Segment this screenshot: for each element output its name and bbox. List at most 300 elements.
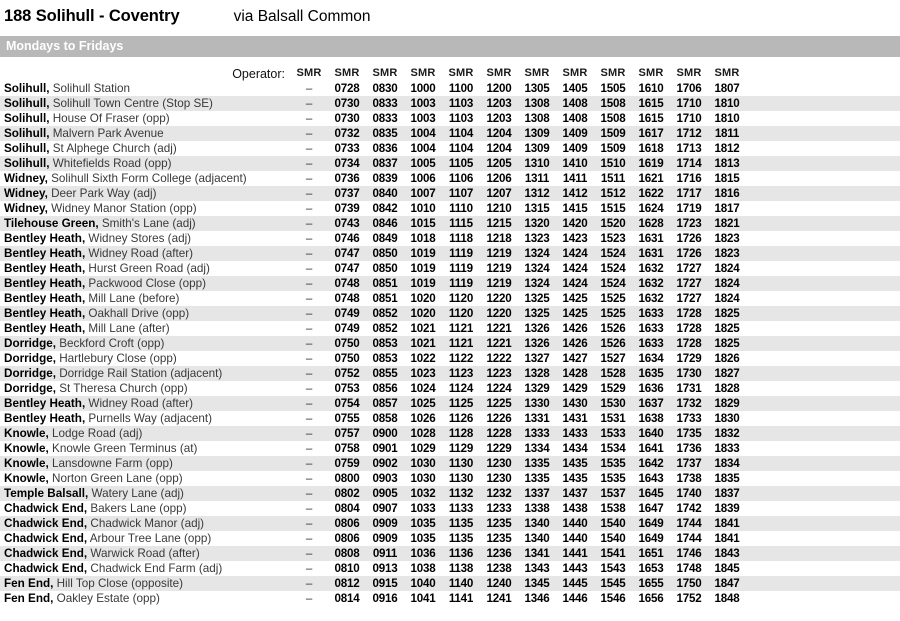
departure-time-cell: 1105 <box>448 157 474 170</box>
departure-time-cell: 1232 <box>486 487 512 500</box>
stop-name-cell <box>0 126 290 141</box>
departure-time-cell: 1136 <box>448 547 474 560</box>
departure-time-cell: 1324 <box>524 277 550 290</box>
stop-locality: Dorridge, <box>4 352 56 365</box>
departure-time-cell: 1323 <box>524 232 550 245</box>
no-service-cell: – <box>305 547 313 560</box>
departure-time-cell: 1615 <box>638 97 664 110</box>
departure-time-cell: 0907 <box>372 502 398 515</box>
departure-time-cell: 1424 <box>562 247 588 260</box>
departure-time-cell: 0846 <box>372 217 398 230</box>
departure-time-cell: 0812 <box>334 577 360 590</box>
departure-time-cell: 1525 <box>600 292 626 305</box>
departure-time-cell: 1309 <box>524 142 550 155</box>
row-spacer <box>746 531 900 546</box>
stop-name-cell <box>0 261 290 276</box>
no-service-cell: – <box>305 472 313 485</box>
departure-time-cell: 1524 <box>600 247 626 260</box>
stop-name-cell <box>0 111 290 126</box>
table-row <box>0 81 900 96</box>
departure-time-cell: 1540 <box>600 517 626 530</box>
departure-time-cell: 1408 <box>562 97 588 110</box>
departure-time-cell: 1628 <box>638 217 664 230</box>
departure-time-cell: 1320 <box>524 217 550 230</box>
timetable <box>0 57 900 606</box>
stop-place: Mill Lane (before) <box>85 292 180 305</box>
stop-locality: Solihull, <box>4 82 50 95</box>
stop-place: Smith's Lane (adj) <box>98 217 196 230</box>
departure-time-cell: 1632 <box>638 292 664 305</box>
departure-time-cell: 0748 <box>334 277 360 290</box>
departure-time-cell: 1035 <box>410 517 436 530</box>
table-row <box>0 231 900 246</box>
departure-time-cell: 0728 <box>334 82 360 95</box>
departure-time-cell: 0855 <box>372 367 398 380</box>
departure-time-cell: 1425 <box>562 307 588 320</box>
departure-time-cell: 1010 <box>410 202 436 215</box>
departure-time-cell: 1742 <box>676 502 702 515</box>
no-service-cell: – <box>305 112 313 125</box>
departure-time-cell: 1343 <box>524 562 550 575</box>
departure-time-cell: 1133 <box>448 502 474 515</box>
stop-place: Hill Top Close (opposite) <box>53 577 184 590</box>
stop-name-cell <box>0 381 290 396</box>
departure-time-cell: 0747 <box>334 262 360 275</box>
departure-time-cell: 0814 <box>334 592 360 605</box>
table-row <box>0 411 900 426</box>
departure-time-cell: 1119 <box>449 247 473 260</box>
departure-time-cell: 1638 <box>638 412 664 425</box>
departure-time-cell: 1425 <box>562 292 588 305</box>
departure-time-cell: 1337 <box>524 487 550 500</box>
departure-time-cell: 1135 <box>448 517 474 530</box>
departure-time-cell: 0749 <box>334 322 360 335</box>
stop-locality: Dorridge, <box>4 337 56 350</box>
no-service-cell: – <box>305 142 313 155</box>
departure-time-cell: 1813 <box>714 157 740 170</box>
table-row <box>0 441 900 456</box>
stop-name-cell <box>0 321 290 336</box>
departure-time-cell: 1508 <box>600 97 626 110</box>
departure-time-cell: 1535 <box>600 472 626 485</box>
departure-time-cell: 1634 <box>638 352 664 365</box>
route-title: 188 Solihull - Coventry <box>4 7 180 25</box>
stop-place: Chadwick End Farm (adj) <box>87 562 223 575</box>
stop-place: Purnells Way (adjacent) <box>85 412 213 425</box>
departure-time-cell: 1642 <box>638 457 664 470</box>
departure-time-cell: 0833 <box>372 112 398 125</box>
departure-time-cell: 1824 <box>714 292 740 305</box>
row-spacer <box>746 186 900 201</box>
departure-time-cell: 1003 <box>410 97 436 110</box>
operator-code-3: SMR <box>372 67 398 79</box>
departure-time-cell: 1441 <box>562 547 588 560</box>
stop-place: Oakley Estate (opp) <box>53 592 160 605</box>
stop-locality: Solihull, <box>4 157 50 170</box>
departure-time-cell: 1200 <box>486 82 512 95</box>
no-service-cell: – <box>305 82 313 95</box>
departure-time-cell: 1330 <box>524 397 550 410</box>
departure-time-cell: 1643 <box>638 472 664 485</box>
row-spacer <box>746 471 900 486</box>
no-service-cell: – <box>305 247 313 260</box>
stop-locality: Chadwick End, <box>4 547 88 560</box>
stop-place: Solihull Town Centre (Stop SE) <box>49 97 213 110</box>
departure-time-cell: 0833 <box>372 97 398 110</box>
departure-time-cell: 1029 <box>410 442 436 455</box>
departure-time-cell: 1005 <box>410 157 436 170</box>
row-spacer <box>746 306 900 321</box>
table-row <box>0 126 900 141</box>
table-row <box>0 156 900 171</box>
departure-time-cell: 1221 <box>486 337 512 350</box>
departure-time-cell: 1326 <box>524 337 550 350</box>
departure-time-cell: 1204 <box>486 127 512 140</box>
departure-time-cell: 1022 <box>410 352 436 365</box>
row-spacer <box>746 426 900 441</box>
departure-time-cell: 1004 <box>410 127 436 140</box>
departure-time-cell: 0849 <box>372 232 398 245</box>
departure-time-cell: 1018 <box>410 232 436 245</box>
stop-locality: Dorridge, <box>4 367 56 380</box>
departure-time-cell: 1533 <box>600 427 626 440</box>
departure-time-cell: 1038 <box>410 562 436 575</box>
departure-time-cell: 1327 <box>524 352 550 365</box>
stop-locality: Knowle, <box>4 457 49 470</box>
departure-time-cell: 0806 <box>334 517 360 530</box>
departure-time-cell: 1655 <box>638 577 664 590</box>
stop-name-cell <box>0 156 290 171</box>
stop-place: Deer Park Way (adj) <box>47 187 157 200</box>
departure-time-cell: 1423 <box>562 232 588 245</box>
departure-time-cell: 1040 <box>410 577 436 590</box>
table-row <box>0 396 900 411</box>
departure-time-cell: 1036 <box>410 547 436 560</box>
stop-locality: Bentley Heath, <box>4 307 86 320</box>
departure-time-cell: 1738 <box>676 472 702 485</box>
stop-locality: Bentley Heath, <box>4 232 86 245</box>
departure-time-cell: 1732 <box>676 397 702 410</box>
no-service-cell: – <box>305 172 313 185</box>
stop-locality: Chadwick End, <box>4 562 88 575</box>
departure-time-cell: 1123 <box>448 367 474 380</box>
departure-time-cell: 1710 <box>676 112 702 125</box>
departure-time-cell: 1727 <box>676 292 702 305</box>
stop-locality: Bentley Heath, <box>4 412 86 425</box>
departure-time-cell: 1230 <box>486 472 512 485</box>
departure-time-cell: 1728 <box>676 337 702 350</box>
stop-name-cell <box>0 141 290 156</box>
departure-time-cell: 0900 <box>372 427 398 440</box>
departure-time-cell: 1315 <box>524 202 550 215</box>
row-spacer <box>746 576 900 591</box>
departure-time-cell: 1334 <box>524 442 550 455</box>
departure-time-cell: 0757 <box>334 427 360 440</box>
departure-time-cell: 0759 <box>334 457 360 470</box>
table-row <box>0 291 900 306</box>
table-row <box>0 561 900 576</box>
departure-time-cell: 1811 <box>714 127 740 140</box>
operator-code-6: SMR <box>486 67 512 79</box>
departure-time-cell: 1832 <box>714 427 740 440</box>
departure-time-cell: 1727 <box>676 277 702 290</box>
departure-time-cell: 1746 <box>676 547 702 560</box>
departure-time-cell: 1415 <box>562 202 588 215</box>
departure-time-cell: 0739 <box>334 202 360 215</box>
departure-time-cell: 1106 <box>448 172 474 185</box>
stop-name-cell <box>0 531 290 546</box>
departure-time-cell: 1346 <box>524 592 550 605</box>
departure-time-cell: 1534 <box>600 442 626 455</box>
operator-code-7: SMR <box>524 67 550 79</box>
departure-time-cell: 1219 <box>486 277 512 290</box>
departure-time-cell: 1618 <box>638 142 664 155</box>
departure-time-cell: 1128 <box>448 427 474 440</box>
row-spacer <box>746 216 900 231</box>
departure-time-cell: 0804 <box>334 502 360 515</box>
departure-time-cell: 1428 <box>562 367 588 380</box>
departure-time-cell: 1828 <box>714 382 740 395</box>
departure-time-cell: 1329 <box>524 382 550 395</box>
departure-time-cell: 1621 <box>638 172 664 185</box>
departure-time-cell: 1240 <box>486 577 512 590</box>
no-service-cell: – <box>305 277 313 290</box>
departure-time-cell: 1220 <box>486 307 512 320</box>
departure-time-cell: 1546 <box>600 592 626 605</box>
departure-time-cell: 1025 <box>410 397 436 410</box>
departure-time-cell: 1335 <box>524 457 550 470</box>
departure-time-cell: 1405 <box>562 82 588 95</box>
departure-time-cell: 0839 <box>372 172 398 185</box>
departure-time-cell: 1728 <box>676 322 702 335</box>
departure-time-cell: 1003 <box>410 112 436 125</box>
departure-time-cell: 1617 <box>638 127 664 140</box>
departure-time-cell: 1841 <box>714 532 740 545</box>
no-service-cell: – <box>305 217 313 230</box>
departure-time-cell: 1706 <box>676 82 702 95</box>
departure-time-cell: 1647 <box>638 502 664 515</box>
departure-time-cell: 1236 <box>486 547 512 560</box>
row-spacer <box>746 441 900 456</box>
stop-locality: Bentley Heath, <box>4 277 86 290</box>
no-service-cell: – <box>305 202 313 215</box>
departure-time-cell: 1104 <box>448 127 474 140</box>
departure-time-cell: 1122 <box>448 352 474 365</box>
departure-time-cell: 1826 <box>714 352 740 365</box>
row-spacer <box>746 366 900 381</box>
departure-time-cell: 0755 <box>334 412 360 425</box>
departure-time-cell: 1020 <box>410 292 436 305</box>
departure-time-cell: 1750 <box>676 577 702 590</box>
departure-time-cell: 1312 <box>524 187 550 200</box>
departure-time-cell: 1713 <box>676 142 702 155</box>
row-spacer <box>746 156 900 171</box>
departure-time-cell: 1716 <box>676 172 702 185</box>
departure-time-cell: 0852 <box>372 307 398 320</box>
departure-time-cell: 1649 <box>638 532 664 545</box>
departure-time-cell: 1810 <box>714 97 740 110</box>
stop-locality: Chadwick End, <box>4 517 88 530</box>
departure-time-cell: 1509 <box>600 142 626 155</box>
operator-code-4: SMR <box>410 67 436 79</box>
stop-name-cell <box>0 456 290 471</box>
stop-name-cell <box>0 546 290 561</box>
departure-time-cell: 1210 <box>486 202 512 215</box>
departure-time-cell: 0836 <box>372 142 398 155</box>
stop-locality: Bentley Heath, <box>4 262 86 275</box>
table-row <box>0 336 900 351</box>
departure-time-cell: 1525 <box>600 307 626 320</box>
row-spacer <box>746 126 900 141</box>
departure-time-cell: 1825 <box>714 322 740 335</box>
departure-time-cell: 1633 <box>638 337 664 350</box>
departure-time-cell: 1729 <box>676 352 702 365</box>
no-service-cell: – <box>305 127 313 140</box>
no-service-cell: – <box>305 412 313 425</box>
operator-code-2: SMR <box>334 67 360 79</box>
departure-time-cell: 0806 <box>334 532 360 545</box>
table-row <box>0 471 900 486</box>
stop-locality: Fen End, <box>4 592 54 605</box>
departure-time-cell: 1115 <box>449 217 473 230</box>
departure-time-cell: 1119 <box>449 262 473 275</box>
departure-time-cell: 1837 <box>714 487 740 500</box>
stop-locality: Solihull, <box>4 97 50 110</box>
departure-time-cell: 1223 <box>486 367 512 380</box>
stop-locality: Knowle, <box>4 442 49 455</box>
stop-place: Malvern Park Avenue <box>49 127 164 140</box>
departure-time-cell: 1641 <box>638 442 664 455</box>
stop-place: Chadwick Manor (adj) <box>87 517 205 530</box>
departure-time-cell: 1130 <box>448 457 474 470</box>
departure-time-cell: 1524 <box>600 262 626 275</box>
departure-time-cell: 1508 <box>600 112 626 125</box>
stop-place: Knowle Green Terminus (at) <box>48 442 198 455</box>
departure-time-cell: 1744 <box>676 517 702 530</box>
row-spacer <box>746 231 900 246</box>
table-row <box>0 381 900 396</box>
departure-time-cell: 1033 <box>410 502 436 515</box>
departure-time-cell: 1812 <box>714 142 740 155</box>
departure-time-cell: 1138 <box>448 562 474 575</box>
departure-time-cell: 1220 <box>486 292 512 305</box>
departure-time-cell: 1631 <box>638 232 664 245</box>
departure-time-cell: 1110 <box>449 202 473 215</box>
departure-time-cell: 1129 <box>448 442 474 455</box>
departure-time-cell: 1310 <box>524 157 550 170</box>
departure-time-cell: 1845 <box>714 562 740 575</box>
row-spacer <box>746 456 900 471</box>
departure-time-cell: 1526 <box>600 322 626 335</box>
departure-time-cell: 1233 <box>486 502 512 515</box>
stop-locality: Widney, <box>4 202 48 215</box>
departure-time-cell: 1726 <box>676 247 702 260</box>
departure-time-cell: 1535 <box>600 457 626 470</box>
departure-time-cell: 1118 <box>449 232 473 245</box>
stop-name-cell <box>0 306 290 321</box>
departure-time-cell: 0853 <box>372 337 398 350</box>
departure-time-cell: 1524 <box>600 277 626 290</box>
departure-time-cell: 1125 <box>448 397 474 410</box>
departure-time-cell: 1409 <box>562 142 588 155</box>
stop-place: Widney Road (after) <box>85 247 194 260</box>
departure-time-cell: 1816 <box>714 187 740 200</box>
departure-time-cell: 1427 <box>562 352 588 365</box>
departure-time-cell: 0916 <box>372 592 398 605</box>
row-spacer <box>746 591 900 606</box>
table-row <box>0 531 900 546</box>
departure-time-cell: 1510 <box>600 157 626 170</box>
stop-place: Hurst Green Road (adj) <box>85 262 210 275</box>
departure-time-cell: 1649 <box>638 517 664 530</box>
departure-time-cell: 1637 <box>638 397 664 410</box>
departure-time-cell: 1740 <box>676 487 702 500</box>
departure-time-cell: 1835 <box>714 472 740 485</box>
departure-time-cell: 1636 <box>638 382 664 395</box>
departure-time-cell: 0901 <box>372 442 398 455</box>
departure-time-cell: 0749 <box>334 307 360 320</box>
stop-name-cell <box>0 576 290 591</box>
departure-time-cell: 1830 <box>714 412 740 425</box>
table-row <box>0 216 900 231</box>
row-spacer <box>746 396 900 411</box>
stop-place: Whitefields Road (opp) <box>49 157 172 170</box>
table-row <box>0 261 900 276</box>
no-service-cell: – <box>305 367 313 380</box>
departure-time-cell: 0748 <box>334 292 360 305</box>
timetable-container <box>0 57 900 606</box>
stop-place: Warwick Road (after) <box>87 547 200 560</box>
table-row <box>0 486 900 501</box>
departure-time-cell: 1226 <box>486 412 512 425</box>
stop-place: Solihull Sixth Form College (adjacent) <box>47 172 247 185</box>
departure-time-cell: 0733 <box>334 142 360 155</box>
table-row <box>0 96 900 111</box>
departure-time-cell: 1325 <box>524 292 550 305</box>
departure-time-cell: 1445 <box>562 577 588 590</box>
stop-place: Oakhall Drive (opp) <box>85 307 190 320</box>
stop-name-cell <box>0 216 290 231</box>
departure-time-cell: 1737 <box>676 457 702 470</box>
row-spacer <box>746 111 900 126</box>
departure-time-cell: 1446 <box>562 592 588 605</box>
table-row <box>0 426 900 441</box>
departure-time-cell: 0753 <box>334 382 360 395</box>
row-spacer <box>746 516 900 531</box>
departure-time-cell: 1338 <box>524 502 550 515</box>
departure-time-cell: 1120 <box>448 307 474 320</box>
no-service-cell: – <box>305 382 313 395</box>
stop-name-cell <box>0 366 290 381</box>
departure-time-cell: 1120 <box>448 292 474 305</box>
departure-time-cell: 0903 <box>372 472 398 485</box>
departure-time-cell: 0743 <box>334 217 360 230</box>
departure-time-cell: 1847 <box>714 577 740 590</box>
departure-time-cell: 1229 <box>486 442 512 455</box>
departure-time-cell: 1135 <box>448 532 474 545</box>
departure-time-cell: 1823 <box>714 247 740 260</box>
stop-name-cell <box>0 276 290 291</box>
departure-time-cell: 1006 <box>410 172 436 185</box>
stop-locality: Temple Balsall, <box>4 487 89 500</box>
stop-place: Solihull Station <box>49 82 131 95</box>
departure-time-cell: 0840 <box>372 187 398 200</box>
stop-name-cell <box>0 501 290 516</box>
departure-time-cell: 1100 <box>448 82 474 95</box>
departure-time-cell: 0837 <box>372 157 398 170</box>
stop-locality: Bentley Heath, <box>4 397 86 410</box>
row-spacer <box>746 246 900 261</box>
